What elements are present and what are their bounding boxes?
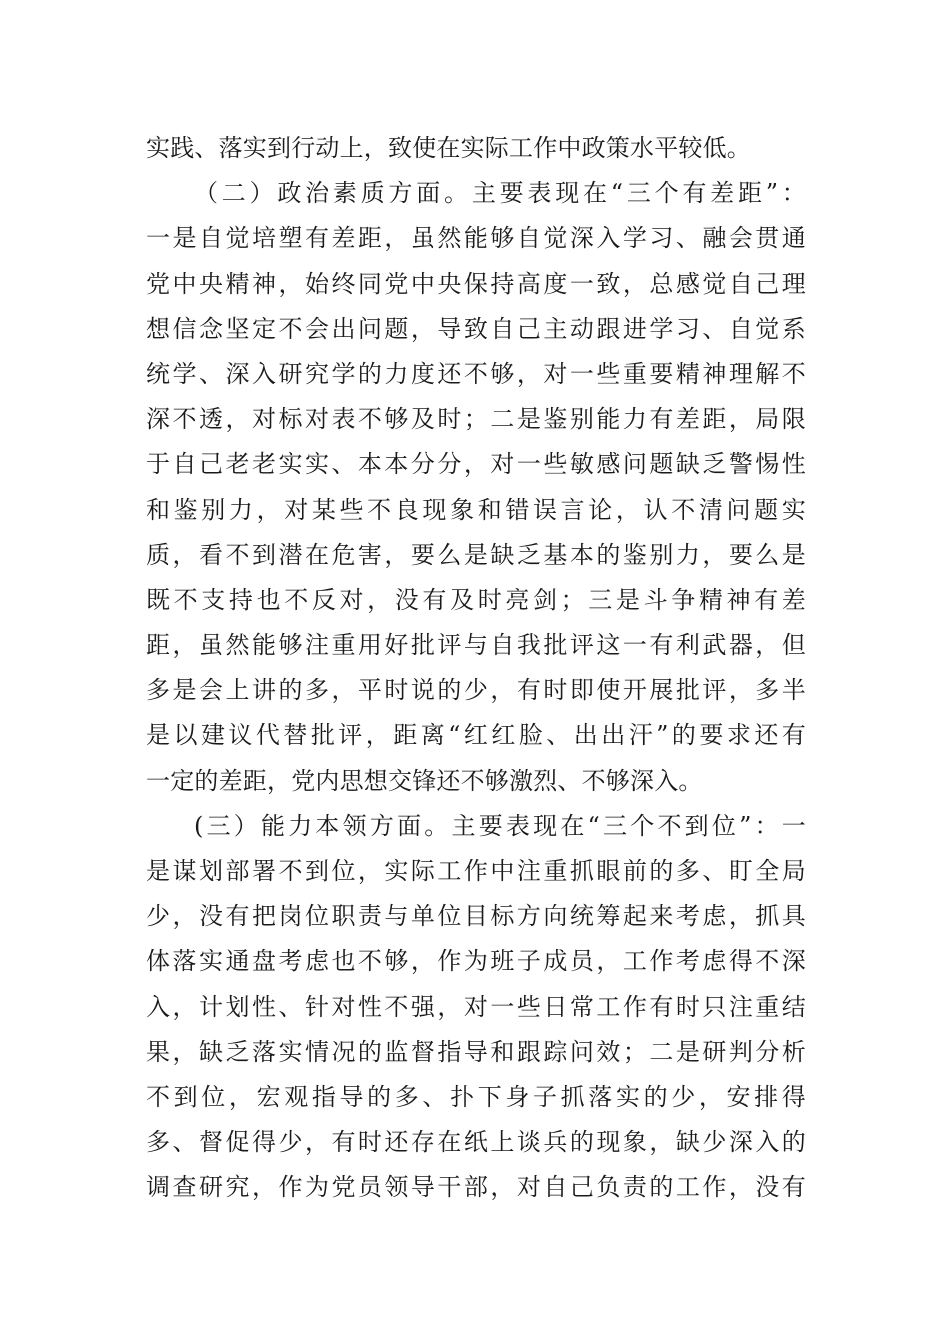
text-line: 果，缺乏落实情况的监督指导和跟踪问效；二是研判分析 bbox=[146, 1037, 806, 1066]
text-line: 是谋划部署不到位，实际工作中注重抓眼前的多、盯全局 bbox=[146, 857, 806, 885]
text-line: 统学、深入研究学的力度还不够，对一些重要精神理解不 bbox=[146, 359, 806, 388]
text-line: （二）政治素质方面。主要表现在“三个有差距”： bbox=[194, 179, 806, 208]
text-line: 多是会上讲的多，平时说的少，有时即使开展批评，多半 bbox=[146, 676, 806, 705]
text-line: 既不支持也不反对，没有及时亮剑；三是斗争精神有差 bbox=[146, 585, 806, 614]
body-text bbox=[146, 126, 806, 1211]
text-line: 体落实通盘考虑也不够，作为班子成员，工作考虑得不深 bbox=[146, 947, 806, 976]
text-line: 入，计划性、针对性不强，对一些日常工作有时只注重结 bbox=[146, 992, 806, 1021]
text-line: 不到位，宏观指导的多、扑下身子抓落实的少，安排得 bbox=[146, 1082, 806, 1111]
text-line: 质，看不到潜在危害，要么是缺乏基本的鉴别力，要么是 bbox=[146, 540, 806, 569]
text-line: 一是自觉培塑有差距，虽然能够自觉深入学习、融会贯通 bbox=[146, 224, 806, 253]
text-line: 少，没有把岗位职责与单位目标方向统筹起来考虑，抓具 bbox=[146, 902, 806, 931]
text-line: 距，虽然能够注重用好批评与自我批评这一有利武器，但 bbox=[146, 631, 806, 660]
text-line: (三）能力本领方面。主要表现在“三个不到位”：一 bbox=[194, 811, 806, 840]
text-line: 想信念坚定不会出问题，导致自己主动跟进学习、自觉系 bbox=[146, 314, 806, 343]
text-line: 调查研究，作为党员领导干部，对自己负责的工作，没有 bbox=[146, 1173, 806, 1202]
text-line: 多、督促得少，有时还存在纸上谈兵的现象，缺少深入的 bbox=[146, 1128, 806, 1157]
text-line: 实践、落实到行动上，致使在实际工作中政策水平较低。 bbox=[146, 134, 751, 162]
text-line: 深不透，对标对表不够及时；二是鉴别能力有差距，局限 bbox=[146, 405, 806, 434]
text-line: 党中央精神，始终同党中央保持高度一致，总感觉自己理 bbox=[146, 269, 806, 298]
text-line: 于自己老老实实、本本分分，对一些敏感问题缺乏警惕性 bbox=[146, 450, 806, 479]
text-line: 一定的差距，党内思想交锋还不够激烈、不够深入。 bbox=[146, 766, 703, 795]
text-line: 是以建议代替批评，距离“红红脸、出出汗”的要求还有 bbox=[146, 721, 806, 750]
text-line: 和鉴别力，对某些不良现象和错误言论，认不清问题实 bbox=[146, 495, 806, 524]
